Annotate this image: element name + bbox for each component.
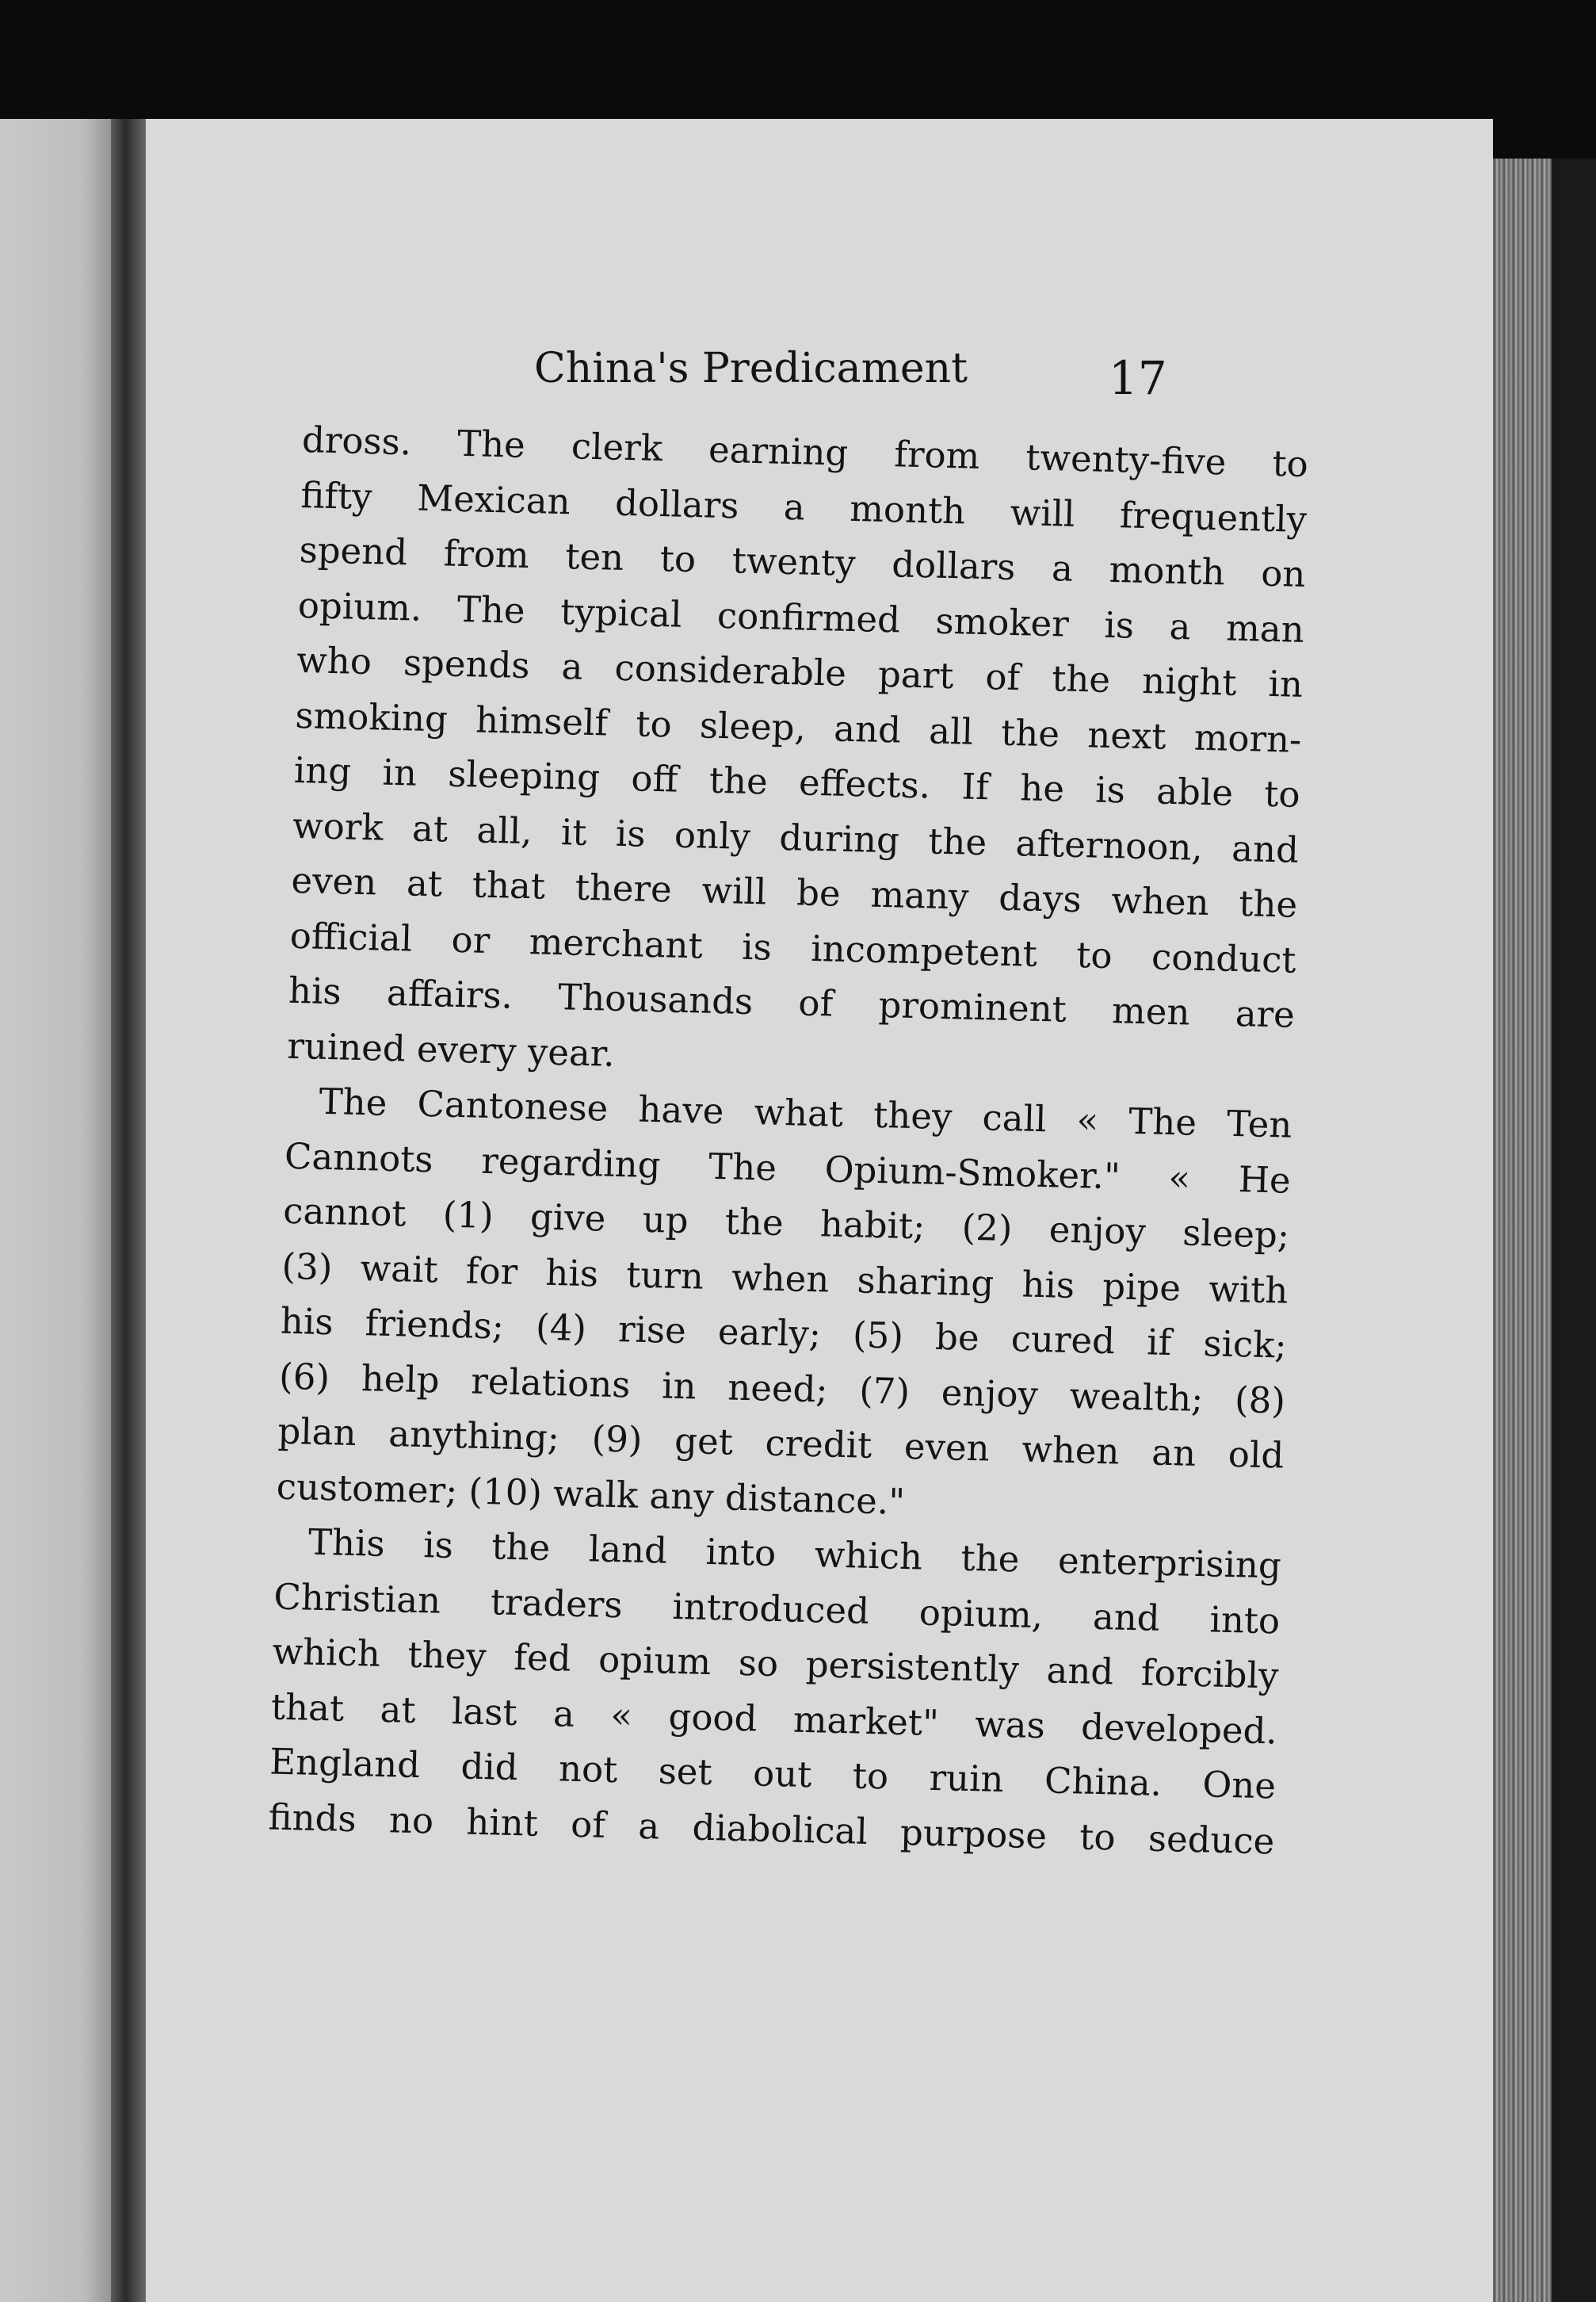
text-line: (3) wait for his turn when sharing his pipe with	[281, 1245, 1289, 1312]
page-number: 17	[1109, 351, 1167, 405]
text-line: work at all, it is only during the afternoon, and	[292, 804, 1300, 871]
text-line: Cannots regarding The Opium-Smoker." « He	[284, 1134, 1292, 1202]
facing-page-edge	[0, 119, 119, 2302]
text-line: his friends; (4) rise early; (5) be cured if sick;	[280, 1299, 1288, 1367]
page-stack-edge	[1490, 159, 1553, 2302]
text-line: (6) help relations in need; (7) enjoy wealth; (8)	[278, 1355, 1286, 1422]
text-line: ruined every year.	[286, 1024, 616, 1075]
text-line: dross. The clerk earning from twenty-five to	[301, 418, 1309, 486]
text-line: spend from ten to twenty dollars a month on	[299, 528, 1307, 595]
text-line: who spends a considerable part of the night in	[296, 638, 1304, 706]
text-line: England did not set out to ruin China. One	[269, 1740, 1277, 1807]
text-line: even at that there will be many days when the	[290, 858, 1298, 926]
text-line: plan anything; (9) get credit even when an old	[277, 1409, 1285, 1477]
text-line: The Cantonese have what they call « The Ten	[319, 1080, 1293, 1146]
text-line: his affairs. Thousands of prominent men are	[288, 969, 1296, 1036]
page-header	[146, 333, 1493, 404]
text-line: This is the land into which the enterprising	[307, 1520, 1282, 1587]
text-line: customer; (10) walk any distance."	[276, 1465, 906, 1523]
text-line: smoking himself to sleep, and all the next morn-	[295, 694, 1302, 761]
body-text	[268, 412, 1309, 1868]
running-title: China's Predicament	[534, 345, 968, 392]
text-line: Christian traders introduced opium, and into	[273, 1575, 1281, 1642]
text-line: cannot (1) give up the habit; (2) enjoy sleep;	[282, 1189, 1290, 1256]
book-gutter	[111, 119, 147, 2302]
text-line: which they fed opium so persistently and forcibly	[272, 1630, 1280, 1697]
book-page	[146, 119, 1493, 2302]
text-line: official or merchant is incompetent to conduct	[289, 914, 1297, 981]
text-line: opium. The typical confirmed smoker is a man	[297, 583, 1305, 651]
text-line: that at last a « good market" was developed.	[270, 1685, 1278, 1753]
text-line: finds no hint of a diabolical purpose to seduce	[268, 1795, 1275, 1862]
text-line: fifty Mexican dollars a month will frequently	[300, 473, 1308, 541]
page-stack-shadow	[1552, 159, 1596, 2302]
text-line: ing in sleeping off the effects. If he is able to	[293, 748, 1301, 816]
